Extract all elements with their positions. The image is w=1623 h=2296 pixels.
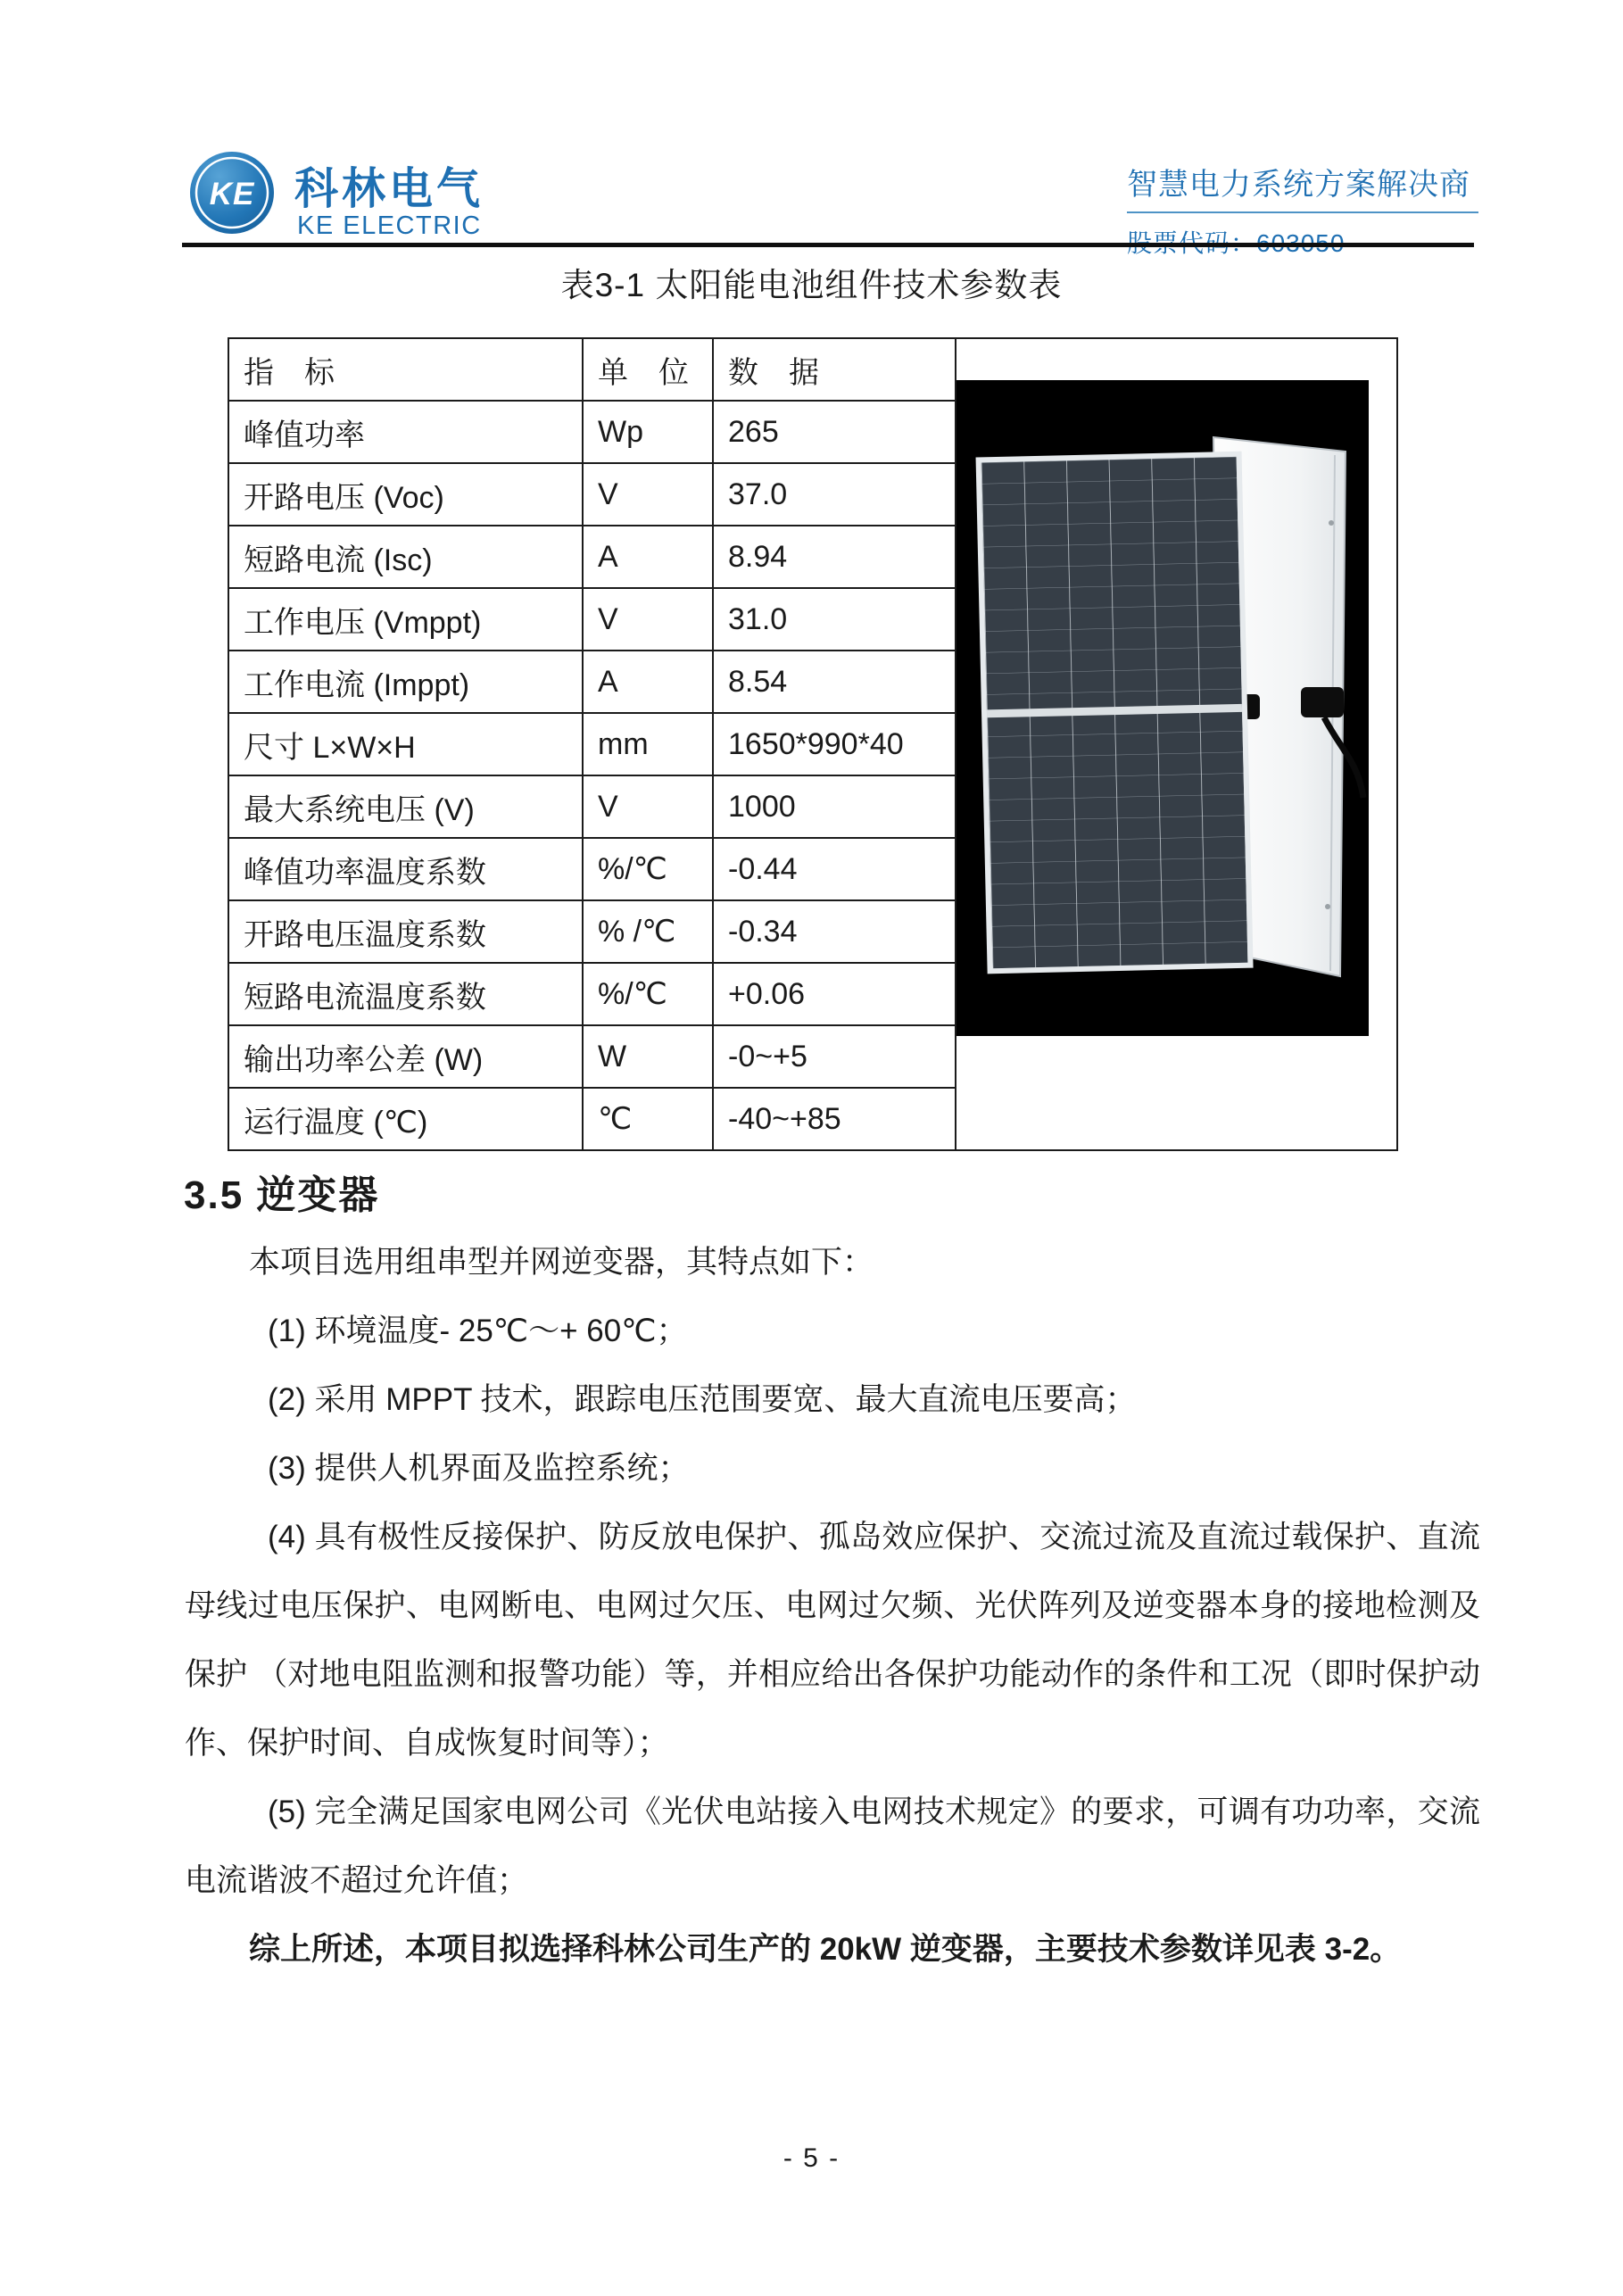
row-label: 工作电压 (Vmppt) bbox=[228, 588, 583, 651]
row-unit: V bbox=[583, 588, 713, 651]
row-value: -0~+5 bbox=[713, 1025, 956, 1088]
product-image-cell bbox=[956, 338, 1397, 1150]
row-value: 8.94 bbox=[713, 526, 956, 588]
list-item: (3) 提供人机界面及监控系统； bbox=[268, 1451, 690, 1486]
col-header-data: 数 据 bbox=[713, 338, 956, 401]
list-item: (2) 采用 MPPT 技术，跟踪电压范围要宽、最大直流电压要高； bbox=[268, 1382, 1137, 1417]
row-label: 运行温度 (℃) bbox=[228, 1088, 583, 1150]
row-label: 输出功率公差 (W) bbox=[228, 1025, 583, 1088]
row-unit: A bbox=[583, 526, 713, 588]
header-divider bbox=[1127, 211, 1478, 213]
row-value: 265 bbox=[713, 401, 956, 463]
row-label: 峰值功率温度系数 bbox=[228, 838, 583, 900]
junction-box bbox=[1301, 687, 1344, 717]
row-value: -0.44 bbox=[713, 838, 956, 900]
page-number: - 5 - bbox=[783, 2143, 840, 2173]
row-value: 1650*990*40 bbox=[713, 713, 956, 775]
row-unit: %/℃ bbox=[583, 963, 713, 1025]
company-name-en: KE ELECTRIC bbox=[297, 211, 482, 240]
ke-logo-icon bbox=[189, 151, 275, 235]
row-unit: % /℃ bbox=[583, 900, 713, 963]
row-unit: %/℃ bbox=[583, 838, 713, 900]
row-label: 工作电流 (Imppt) bbox=[228, 651, 583, 713]
row-label: 短路电流 (Isc) bbox=[228, 526, 583, 588]
row-value: 8.54 bbox=[713, 651, 956, 713]
panel-front bbox=[976, 452, 1254, 974]
row-unit: ℃ bbox=[583, 1088, 713, 1150]
company-name-cn: 科林电气 bbox=[294, 165, 484, 213]
row-unit: mm bbox=[583, 713, 713, 775]
stock-code bbox=[1127, 224, 1478, 260]
row-value: 1000 bbox=[713, 775, 956, 838]
logo-monogram: KE bbox=[209, 177, 255, 211]
row-unit: A bbox=[583, 651, 713, 713]
col-header-indicator: 指 标 bbox=[228, 338, 583, 401]
row-value: +0.06 bbox=[713, 963, 956, 1025]
row-unit: Wp bbox=[583, 401, 713, 463]
company-tagline: 智慧电力系统方案解决商 bbox=[1127, 168, 1470, 202]
intro-paragraph: 本项目选用组串型并网逆变器，其特点如下： bbox=[249, 1245, 874, 1280]
row-label: 短路电流温度系数 bbox=[228, 963, 583, 1025]
row-value: -0.34 bbox=[713, 900, 956, 963]
conclusion-paragraph: 综上所述，本项目拟选择科林公司生产的 20kW 逆变器，主要技术参数详见表 3-2。 bbox=[249, 1932, 1402, 1967]
row-label: 峰值功率 bbox=[228, 401, 583, 463]
table-header-row bbox=[228, 338, 1397, 401]
row-unit: V bbox=[583, 775, 713, 838]
header-rule bbox=[182, 243, 1474, 247]
col-header-unit: 单 位 bbox=[583, 338, 713, 401]
row-label: 最大系统电压 (V) bbox=[228, 775, 583, 838]
row-value: 31.0 bbox=[713, 588, 956, 651]
section-heading: 3.5 逆变器 bbox=[184, 1173, 380, 1217]
row-label: 尺寸 L×W×H bbox=[228, 713, 583, 775]
list-item: (4) 具有极性反接保护、防反放电保护、孤岛效应保护、交流过流及直流过载保护、直流母线过电压保护、电网断电、电网过欠压、电网过欠频、光伏阵列及逆变器本身的接地检测及保护 （对地电阻监测和报警功能）等，并相应给出各保护功能动作的条件和工况（即时保护动作、保护时间、自成恢复时间等）； bbox=[185, 1520, 1480, 1761]
solar-panel-image bbox=[956, 380, 1369, 1036]
list-item: (5) 完全满足国家电网公司《光伏电站接入电网技术规定》的要求，可调有功功率，交流电流谐波不超过允许值； bbox=[185, 1795, 1480, 1898]
row-value: 37.0 bbox=[713, 463, 956, 526]
row-unit: V bbox=[583, 463, 713, 526]
company-logo bbox=[189, 147, 689, 247]
row-value: -40~+85 bbox=[713, 1088, 956, 1150]
row-unit: W bbox=[583, 1025, 713, 1088]
row-label: 开路电压温度系数 bbox=[228, 900, 583, 963]
spec-table bbox=[228, 337, 1398, 1151]
section-body bbox=[185, 1228, 1480, 1984]
table-title: 表3-1 太阳能电池组件技术参数表 bbox=[560, 267, 1063, 303]
list-item: (1) 环境温度- 25℃～+ 60℃； bbox=[268, 1314, 688, 1348]
row-label: 开路电压 (Voc) bbox=[228, 463, 583, 526]
